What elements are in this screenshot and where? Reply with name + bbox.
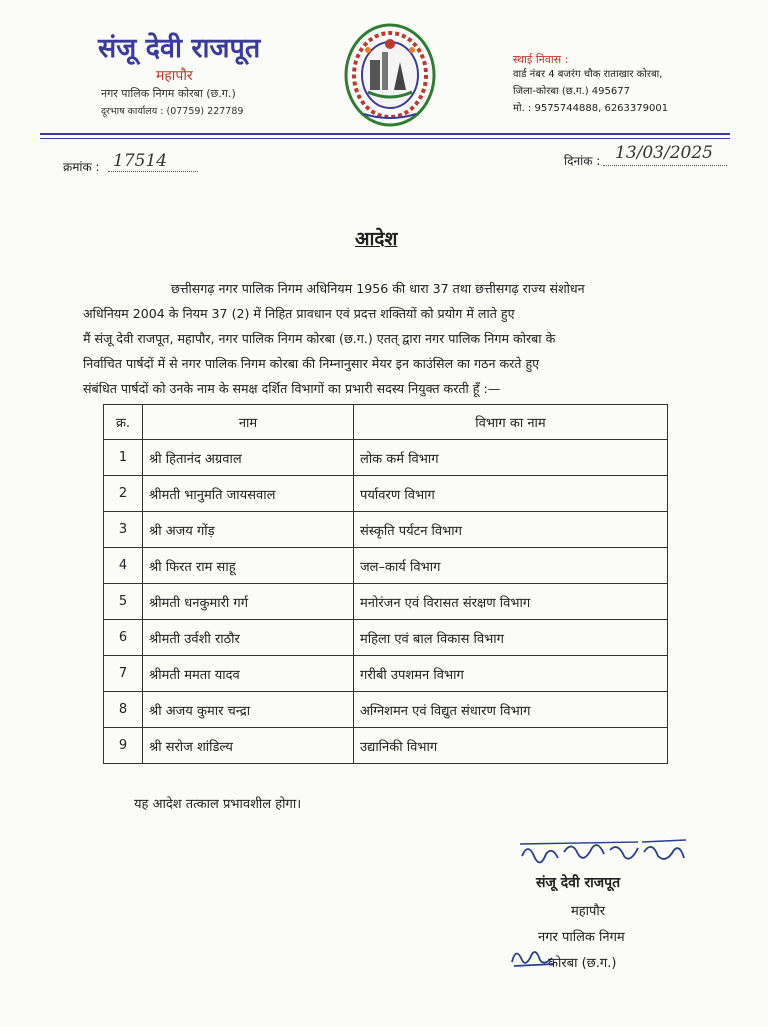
paragraph-line: छत्तीसगढ़ नगर पालिक निगम अधिनियम 1956 की धारा 37 तथा छत्तीसगढ़ राज्य संशोधन — [171, 281, 585, 296]
cell-name: श्री फिरत राम साहू — [143, 548, 354, 584]
residence-phone: मो. : 9575744888, 6263379001 — [513, 103, 669, 114]
table-row — [104, 440, 668, 476]
cell-name: श्रीमती भानुमति जायसवाल — [143, 476, 354, 512]
table-row — [104, 548, 668, 584]
cell-name: श्री हितानंद अग्रवाल — [143, 440, 354, 476]
table-row — [104, 692, 668, 728]
paragraph-line: संबंधित पार्षदों को उनके नाम के समक्ष दर्शित विभागों का प्रभारी सदस्य नियुक्त करती हूँ :— — [83, 381, 501, 396]
residence-address-line: वार्ड नंबर 4 बजरंग चौक राताखार कोरबा, — [513, 69, 663, 80]
letterhead-phone: दूरभाष कार्यालय : (07759) 227789 — [101, 106, 244, 117]
table-row — [104, 728, 668, 764]
signatory-designation: महापौर — [571, 904, 606, 919]
paragraph-line: अधिनियम 2004 के नियम 37 (2) में निहित प्रावधान एवं प्रदत्त शक्तियों को प्रयोग में लाते हुए — [83, 306, 515, 321]
letterhead-name: संजू देवी राजपूत — [98, 33, 261, 64]
table-row — [104, 584, 668, 620]
closing-statement: यह आदेश तत्काल प्रभावशील होगा। — [134, 797, 302, 812]
reference-dotted-line — [108, 171, 198, 172]
letterhead-office: नगर पालिक निगम कोरबा (छ.ग.) — [101, 87, 236, 100]
table-row — [104, 476, 668, 512]
cell-department: लोक कर्म विभाग — [354, 440, 668, 476]
signatory-name: संजू देवी राजपूत — [536, 875, 621, 891]
cell-name: श्रीमती धनकुमारी गर्ग — [143, 584, 354, 620]
table-header-row — [104, 405, 668, 440]
signatory-city: कोरबा (छ.ग.) — [548, 956, 617, 971]
appointment-table — [103, 404, 668, 764]
paragraph-line: मैं संजू देवी राजपूत, महापौर, नगर पालिक निगम कोरबा (छ.ग.) एतत् द्वारा नगर पालिक निगम कोरबा के — [83, 331, 556, 346]
cell-serial: 8 — [104, 692, 143, 728]
cell-name: श्री सरोज शांडिल्य — [143, 728, 354, 764]
reference-label: क्रमांक : — [63, 160, 100, 174]
date-label: दिनांक : — [564, 154, 601, 168]
date-value: 13/03/2025 — [615, 143, 713, 163]
cell-serial: 1 — [104, 440, 143, 476]
header-divider — [40, 138, 730, 139]
cell-serial: 3 — [104, 512, 143, 548]
reference-number: 17514 — [113, 151, 168, 171]
cell-department: गरीबी उपशमन विभाग — [354, 656, 668, 692]
cell-department: संस्कृति पर्यटन विभाग — [354, 512, 668, 548]
cell-department: उद्यानिकी विभाग — [354, 728, 668, 764]
order-title: आदेश — [355, 228, 398, 250]
table-row — [104, 512, 668, 548]
header-divider — [40, 133, 730, 135]
handwritten-signature — [518, 834, 688, 874]
paragraph-line: निर्वाचित पार्षदों में से नगर पालिक निगम कोरबा की निम्नानुसार मेयर इन काउंसिल का गठन करते हुए — [83, 356, 540, 371]
residence-address-line: जिला-कोरबा (छ.ग.) 495677 — [513, 86, 630, 97]
cell-name: श्रीमती ममता यादव — [143, 656, 354, 692]
table-row — [104, 620, 668, 656]
cell-department: जल–कार्य विभाग — [354, 548, 668, 584]
date-dotted-line — [603, 165, 727, 166]
table-row — [104, 656, 668, 692]
cell-department: अग्निशमन एवं विद्युत संधारण विभाग — [354, 692, 668, 728]
cell-serial: 5 — [104, 584, 143, 620]
cell-name: श्री अजय कुमार चन्द्रा — [143, 692, 354, 728]
cell-serial: 4 — [104, 548, 143, 584]
header-serial: क्र. — [104, 405, 143, 440]
cell-department: मनोरंजन एवं विरासत संरक्षण विभाग — [354, 584, 668, 620]
municipal-corporation-seal-icon — [344, 22, 436, 128]
signatory-organization: नगर पालिक निगम — [538, 930, 625, 945]
cell-name: श्री अजय गोंड़ — [143, 512, 354, 548]
cell-name: श्रीमती उर्वशी राठौर — [143, 620, 354, 656]
header-department: विभाग का नाम — [354, 405, 668, 440]
cell-serial: 6 — [104, 620, 143, 656]
cell-serial: 2 — [104, 476, 143, 512]
cell-department: महिला एवं बाल विकास विभाग — [354, 620, 668, 656]
cell-serial: 9 — [104, 728, 143, 764]
letterhead-designation: महापौर — [156, 68, 193, 84]
header-name: नाम — [143, 405, 354, 440]
cell-department: पर्यावरण विभाग — [354, 476, 668, 512]
cell-serial: 7 — [104, 656, 143, 692]
residence-label: स्थाई निवास : — [513, 53, 569, 66]
